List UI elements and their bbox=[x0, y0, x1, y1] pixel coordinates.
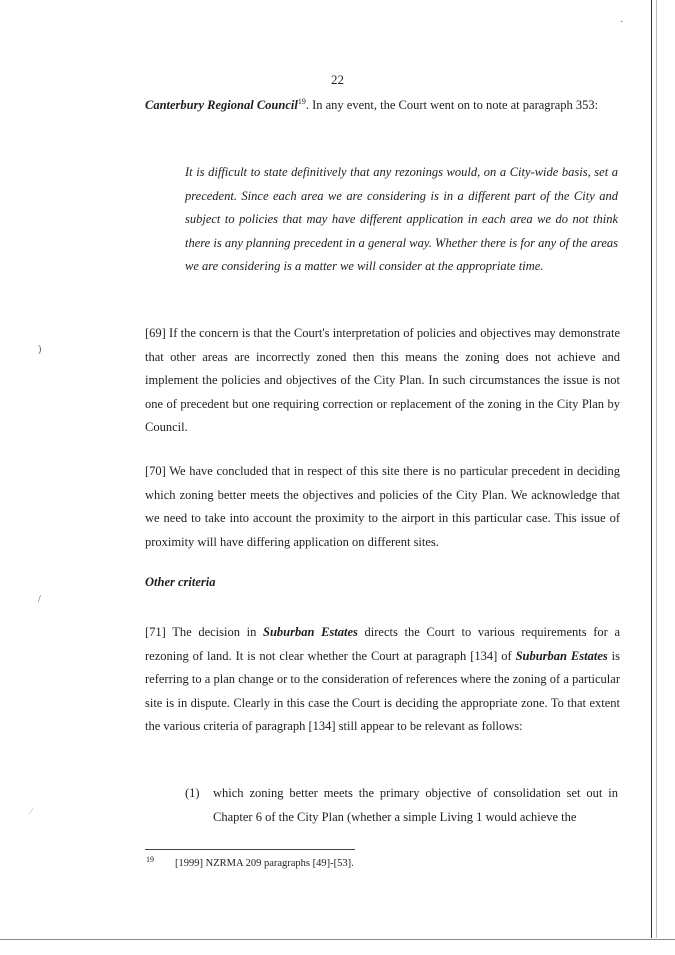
footnote-marker: 19 bbox=[146, 855, 154, 864]
page-bottom-edge bbox=[0, 939, 675, 940]
scan-mark: ⁄ bbox=[30, 807, 32, 818]
intro-paragraph bbox=[145, 94, 620, 118]
page-number: 22 bbox=[331, 72, 344, 87]
paragraph-71-text: is referring to a plan change or to the consideration of references where the zoning of a particular site is in dispute. Clearly in this case the Court is deciding the appropriate zone. To that extent the various criteria of paragraph [134] still appear to be relevant as follows: bbox=[145, 648, 621, 733]
paragraph-71-text: [71] The decision in bbox=[145, 625, 263, 639]
scan-mark: / bbox=[38, 594, 41, 605]
footnote-reference: 19 bbox=[297, 96, 306, 106]
list-item-text: which zoning better meets the primary objective of consolidation set out in Chapter 6 of the City Plan (whether a simple Living 1 would achieve the bbox=[213, 786, 618, 824]
case-name: Canterbury Regional Council bbox=[145, 98, 298, 112]
list-item-number: (1) bbox=[185, 786, 200, 800]
paragraph-71-text: directs the Court to various requirements for a rezoning of land. It is not clear whether the Court at paragraph [134] of bbox=[145, 625, 621, 663]
paragraph-70: [70] We have concluded that in respect of this site there is no particular precedent in deciding which zoning better meets the objectives and policies of the City Plan. We acknowledge that we need to take into account the proximity to the airport in this particular case. This issue of proximity will have differing application on different sites. bbox=[145, 464, 620, 549]
page-edge-shadow bbox=[656, 0, 657, 938]
page-edge-line bbox=[651, 0, 652, 938]
intro-text: . In any event, the Court went on to note at paragraph 353: bbox=[305, 98, 599, 112]
paragraph-71 bbox=[145, 621, 620, 739]
case-name: Suburban Estates bbox=[515, 648, 608, 663]
footnote-divider bbox=[145, 849, 355, 850]
paragraph-69: [69] If the concern is that the Court's interpretation of policies and objectives may demonstrate that other areas are incorrectly zoned then this means the zoning does not achieve and implement the policies and objectives of the City Plan. In such circumstances the issue is not one of precedent but one requiring correction or replacement of the zoning in the City Plan by Council. bbox=[145, 326, 620, 434]
footnote-text: [1999] NZRMA 209 paragraphs [49]-[53]. bbox=[175, 858, 354, 869]
case-name: Suburban Estates bbox=[263, 625, 358, 639]
scan-mark: · bbox=[620, 17, 624, 28]
block-quote: It is difficult to state definitively that any rezonings would, on a City-wide basis, set a precedent. Since each area we are considering is in a different part of the City and subject to policies that may have different application in each area we do not think there is any planning precedent in a general way. Whether there is for any of the areas we are considering is a matter we will consider at the appropriate time. bbox=[185, 165, 618, 274]
section-heading: Other criteria bbox=[145, 575, 216, 589]
scan-mark: ) bbox=[38, 344, 42, 355]
